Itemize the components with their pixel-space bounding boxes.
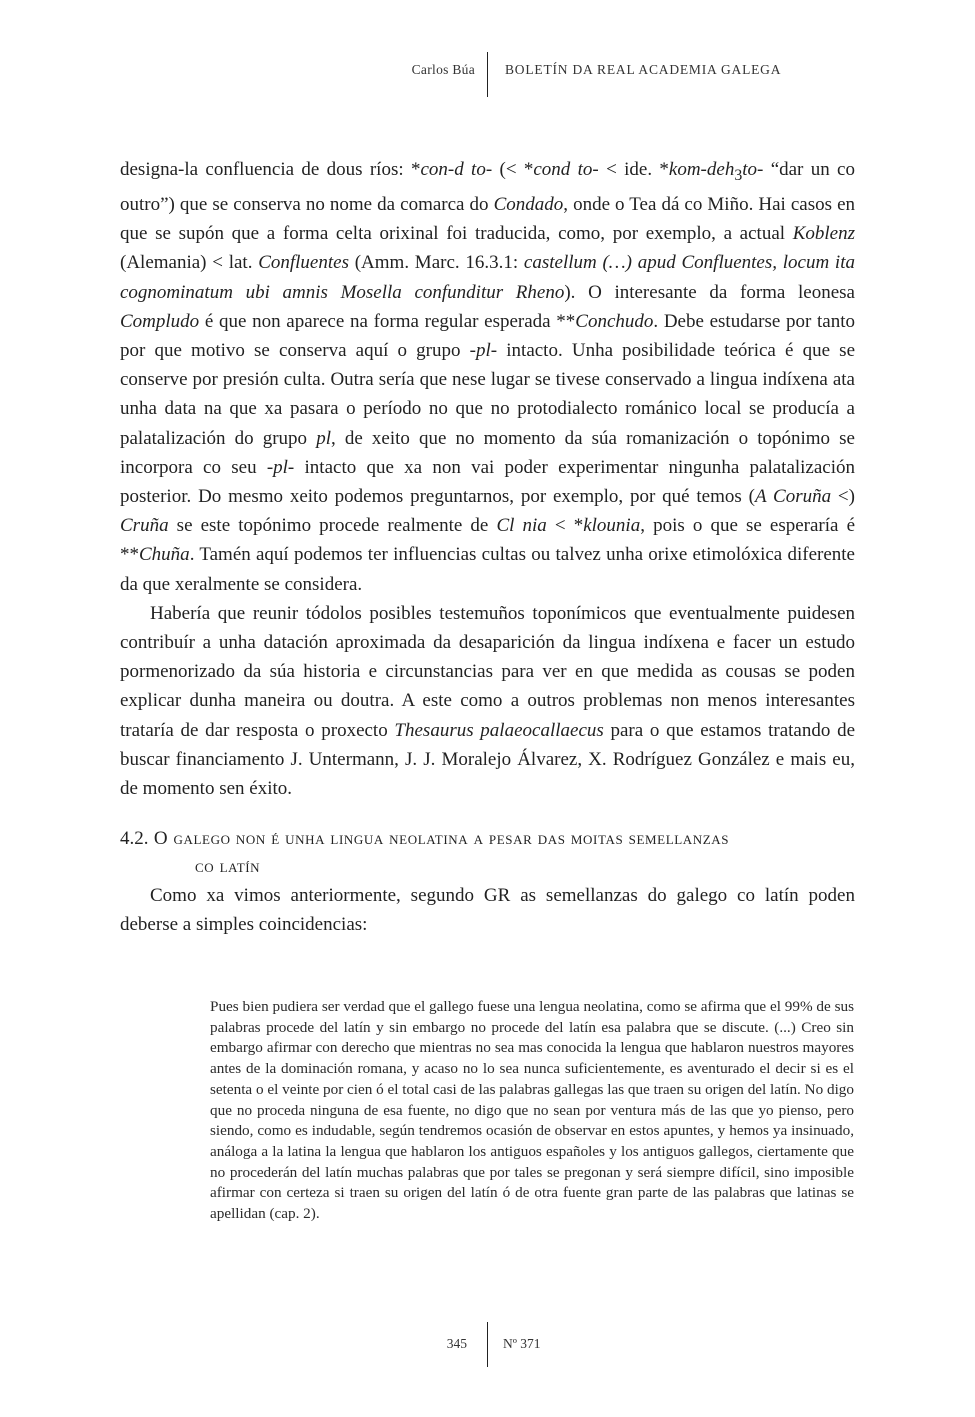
italic-term: -pl- bbox=[266, 456, 295, 478]
header-divider bbox=[487, 52, 488, 97]
block-quote: Pues bien pudiera ser verdad que el gallego fuese una lengua neolatina, como se afirma que el 99% de sus palabras procede del latín y sin embargo no procede del latín esa palabra que se discute. (...) Creo sin embargo afirmar con derecho que mientras no sea mas conocida la lengua que hablaron nuestros mayores antes de la dominación romana, y acaso no lo sea nunca suficientemente, es aventurado el decir si es el setenta o el veinte por cien ó el total casi de las palabras gallegas las que traen su origen del latín. No digo que no proceda ninguna de esa fuente, no digo que no sean por ventura más de las que yo pienso, pero siendo, como es indudable, según tendremos ocasión de observar en estos apuntes, y hemos ya insinuado, análoga a la latina la lengua que hablaron los antiguos españoles y los antiguos gallegos, ciertamente que no procederán del latín muchas palabras que por tales se pregonan y será siempre difícil, sino imposible afirmar con certeza si traen su origen del latín ó de otra fuente gran parte de las palabras que latinas se apellidan (cap. 2). bbox=[210, 998, 854, 1223]
italic-term: Compludo bbox=[120, 310, 200, 332]
text-run: . Tamén aquí podemos ter influencias cultas ou talvez unha orixe etimolóxica diferente da que xeralmente se considera. bbox=[120, 544, 855, 595]
text-run: < * bbox=[546, 515, 584, 537]
italic-term: Cruña bbox=[120, 515, 169, 537]
italic-term: klounia bbox=[583, 515, 641, 537]
text-run: designa-la confluencia de dous ríos: * bbox=[120, 159, 421, 180]
footer-divider bbox=[487, 1322, 488, 1367]
text-run: (< * bbox=[492, 159, 534, 180]
text-run: “dar un co outro”) que se conserva no nome da comarca do bbox=[120, 159, 855, 215]
italic-quote: castellum (…) apud Confluentes, locum ita cognominatum ubi amnis Mosella confunditur Rheno bbox=[120, 252, 855, 303]
header-journal-title: BOLETÍN DA REAL ACADEMIA GALEGA bbox=[505, 62, 782, 77]
italic-term: con-d to- bbox=[420, 159, 493, 180]
page-number: 345 bbox=[446, 1336, 467, 1351]
section-heading bbox=[120, 825, 855, 881]
italic-term: cond to- bbox=[533, 159, 599, 180]
paragraph-2 bbox=[120, 599, 855, 803]
text-run: (Alemania) < lat. bbox=[120, 252, 259, 274]
header-author: Carlos Búa bbox=[411, 62, 475, 77]
text-run: <) bbox=[831, 486, 855, 508]
italic-term: Condado bbox=[493, 194, 564, 215]
section-title-line-2: co latín bbox=[195, 856, 261, 878]
text-run: Habería que reunir tódolos posibles testemuños toponímicos que eventualmente puidesen contribuír a unha datación aproximada da desaparición da lingua indíxena e facer un estudo pormenorizado da súa historia e circunstancias para ver en que medida as cousas se poden explicar dunha maneira ou doutra. A este como a outros problemas non menos interesantes trataría de dar resposta o proxecto bbox=[120, 602, 855, 741]
italic-term: to- bbox=[742, 159, 764, 180]
paragraph-3: Como xa vimos anteriormente, segundo GR as semellanzas do galego co latín poden deberse a simples coincidencias: bbox=[120, 885, 855, 936]
text-run: intacto. Unha posibilidade teórica é que se conserve por presión culta. Outra sería que nese lugar se tivese conservado a lingua indíxena ata unha data na que xa pasara o período no que no protodialecto románico local se producía a palatalización do grupo bbox=[120, 340, 855, 449]
text-run: , de xeito que no momento da súa romanización o topónimo se incorpora co seu bbox=[120, 427, 855, 478]
italic-term: Cl nia bbox=[496, 515, 547, 537]
article-body bbox=[120, 155, 855, 940]
italic-term: Conchudo bbox=[575, 310, 654, 332]
paragraph-1 bbox=[120, 155, 855, 599]
text-run: se este topónimo procede realmente de bbox=[168, 515, 497, 537]
italic-term: pl bbox=[316, 427, 331, 449]
text-run: < ide. * bbox=[598, 159, 669, 180]
italic-term: Koblenz bbox=[792, 223, 855, 245]
text-run: . Debe estudarse por tanto por que motivo se conserva aquí o grupo bbox=[120, 310, 855, 362]
text-run: (Amm. Marc. 16.3.1: bbox=[348, 252, 524, 274]
italic-term: Thesaurus palaeocallaecus bbox=[394, 719, 604, 741]
italic-term: -pl- bbox=[469, 340, 498, 362]
text-run: para o que estamos tratando de buscar financiamento J. Untermann, J. J. Moralejo Álvarez, X. Rodríguez González e mais eu, de momento sen éxito. bbox=[120, 719, 856, 800]
text-run: ). O interesante da forma leonesa bbox=[564, 281, 855, 303]
section-number: 4.2. bbox=[120, 828, 149, 850]
italic-term: kom-deh bbox=[668, 159, 735, 180]
italic-term: Chuña bbox=[139, 544, 190, 566]
italic-term: A Coruña bbox=[754, 486, 832, 508]
text-run: é que non aparece na forma regular esperada ** bbox=[199, 310, 576, 332]
text-run: intacto que xa non vai poder experimentar ningunha palatalización posterior. Do mesmo xeito podemos preguntarnos, por exemplo, por qué temos ( bbox=[120, 456, 856, 508]
subscript: 3 bbox=[734, 166, 743, 184]
italic-term: Confluentes bbox=[258, 252, 349, 274]
issue-number: Nº 371 bbox=[503, 1336, 541, 1351]
text-run: , pois o que se esperaría é ** bbox=[120, 515, 855, 566]
text-run: , onde o Tea dá co Miño. Hai casos en que se supón que a forma celta orixinal foi traducida, como, por exemplo, a actual bbox=[120, 194, 855, 245]
running-header bbox=[0, 0, 975, 100]
section-title-line-1: O galego non é unha lingua neolatina a pesar das moitas semellanzas bbox=[148, 828, 730, 850]
